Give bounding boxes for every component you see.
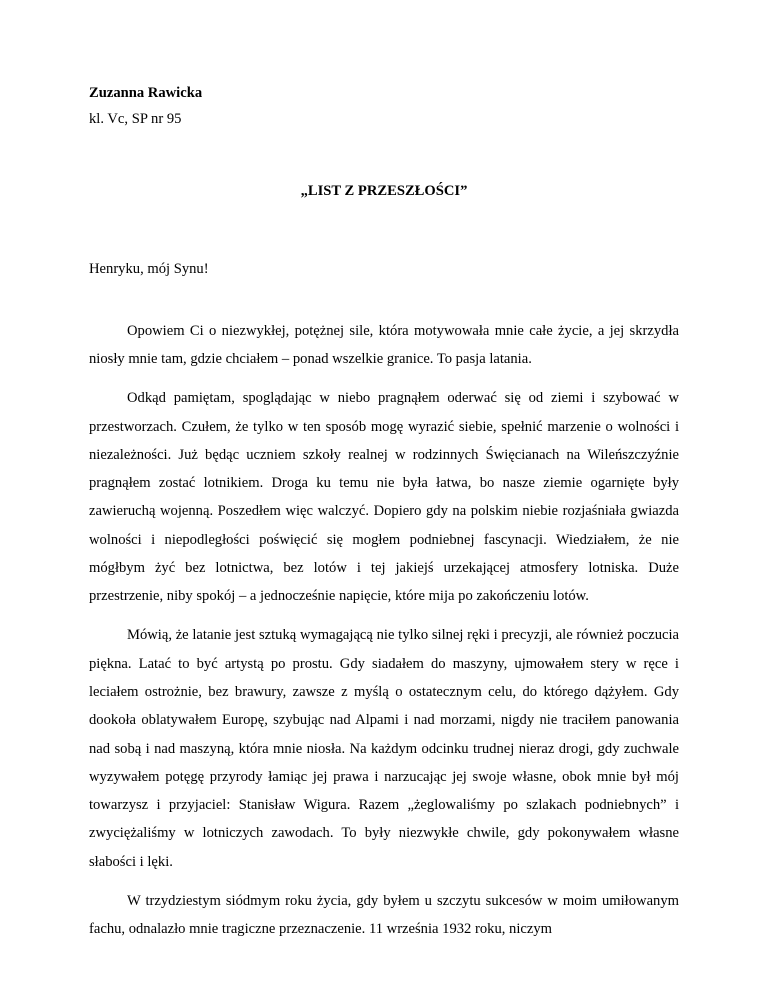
school-class: kl. Vc, SP nr 95	[89, 111, 182, 127]
body-paragraph: W trzydziestym siódmym roku życia, gdy byłem u szczytu sukcesów w moim umiłowanym fachu, odnalazło mnie tragiczne przeznaczenie. 11 września 1932 roku, niczym	[89, 892, 679, 937]
letter-body	[89, 317, 679, 954]
document-title: „LIST Z PRZESZŁOŚCI”	[300, 183, 468, 199]
letter-greeting: Henryku, mój Synu!	[89, 261, 209, 277]
body-paragraph: Opowiem Ci o niezwykłej, potężnej sile, która motywowała mnie całe życie, a jej skrzydła niosły mnie tam, gdzie chciałem – ponad wszelkie granice. To pasja latania.	[89, 323, 679, 368]
body-paragraph: Odkąd pamiętam, spoglądając w niebo pragnąłem oderwać się od ziemi i szybować w przestworzach. Czułem, że tylko w ten sposób mogę wyrazić siebie, spełnić marzenie o wolności i niezależności. Już będąc uczniem szkoły realnej w rodzinnych Święcianach na Wileńszczyźnie pragnąłem zostać lotnikiem. Droga ku temu nie była łatwa, bo nasze ziemie ogarnięte były zawieruchą wojenną. Poszedłem więc walczyć. Dopiero gdy na polskim niebie rozjaśniała gwiazda wolności i niepodległości poświęcić się mogłem podniebnej fascynacji. Wiedziałem, że nie mógłbym żyć bez lotnictwa, bez lotów i tej jakiejś urzekającej atmosfery lotniska. Duże przestrzenie, niby spokój – a jednocześnie napięcie, które mija po zakończeniu lotów.	[89, 390, 679, 605]
author-name: Zuzanna Rawicka	[89, 85, 203, 101]
body-paragraph: Mówią, że latanie jest sztuką wymagającą nie tylko silnej ręki i precyzji, ale również poczucia piękna. Latać to być artystą po prostu. Gdy siadałem do maszyny, ujmowałem stery w ręce i leciałem ostrożnie, bez brawury, zawsze z myślą o ostatecznym celu, do którego dążyłem. Gdy dookoła oblatywałem Europę, szybując nad Alpami i nad morzami, nigdy nie traciłem panowania nad sobą i nad maszyną, która mnie niosła. Na każdym odcinku trudnej nieraz drogi, gdy zuchwale wyzywałem potęgę przyrody łamiąc jej prawa i narzucając jej swoje własne, obok mnie był mój towarzysz i przyjaciel: Stanisław Wigura. Razem „żeglowaliśmy po szlakach podniebnych” i zwyciężaliśmy w lotniczych zawodach. To były niezwykłe chwile, gdy pokonywałem własne słabości i lęki.	[89, 627, 679, 870]
